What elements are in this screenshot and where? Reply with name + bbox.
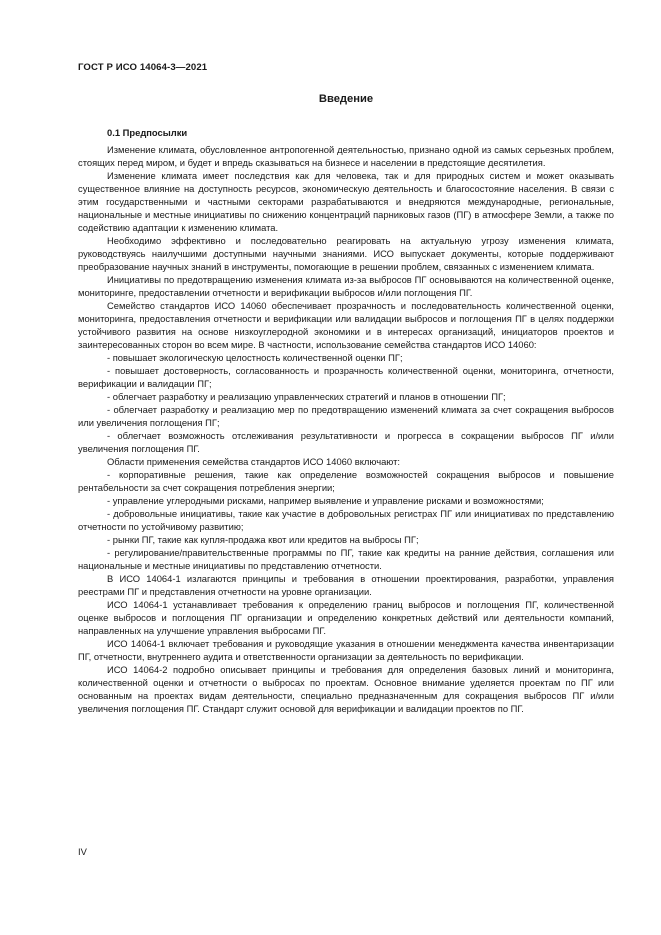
paragraph: Изменение климата, обусловленное антропогенной деятельностью, признано одной из самых серьезных проблем, стоящих перед миром, и будет и впредь сказываться на бизнесе и населении в предстоящие десятилетия. (78, 144, 614, 168)
document-header: ГОСТ Р ИСО 14064-3—2021 (78, 62, 208, 73)
paragraph: Изменение климата имеет последствия как для человека, так и для природных систем и может оказывать существенное влияние на доступность ресурсов, экономическую деятельность и благосостояние населения. В связи с этим государственными и частными секторами разрабатываются и внедряются международные, региональные, национальные и местные инициативы по снижению концентраций парниковых газов (ПГ) в атмосфере Земли, а также по содействию адаптации к изменению климата. (78, 170, 614, 233)
page-number: IV (78, 846, 87, 857)
paragraph: ИСО 14064-2 подробно описывает принципы и требования для определения базовых линий и мониторинга, количественной оценки и отчетности о выбросах по проектам. Основное внимание уделяется проектам по ПГ или основанным на проектах видам деятельности, специально предназначенным для сокращения выбросов ПГ и/или увеличения поглощения ПГ. Стандарт служит основой для верификации и валидации проектов по ПГ. (78, 664, 614, 714)
list-item: - повышает достоверность, согласованность и прозрачность количественной оценки, мониторинга, отчетности, верификации и валидации ПГ; (78, 365, 614, 389)
paragraph: Необходимо эффективно и последовательно реагировать на актуальную угрозу изменения климата, руководствуясь наилучшими доступными научными знаниями. ИСО выпускает документы, которые поддерживают преобразование научных знаний в инструменты, помогающие в решении проблем, связанных с изменением климата. (78, 235, 614, 272)
paragraph: Инициативы по предотвращению изменения климата из-за выбросов ПГ основываются на количественной оценке, мониторинге, предоставлении отчетности и верификации выбросов и/или поглощения ПГ. (78, 274, 614, 298)
paragraph: ИСО 14064-1 включает требования и руководящие указания в отношении менеджмента качества инвентаризации ПГ, отчетности, внутреннего аудита и ответственности организации за деятельность по верификации. (78, 638, 614, 662)
list-item: - корпоративные решения, такие как определение возможностей сокращения выбросов и повышение рентабельности за счет сокращения потребления энергии; (78, 469, 614, 493)
list-item: - рынки ПГ, такие как купля-продажа квот или кредитов на выбросы ПГ; (107, 534, 419, 545)
paragraph: Области применения семейства стандартов ИСО 14060 включают: (107, 456, 401, 467)
list-item: - повышает экологическую целостность количественной оценки ПГ; (107, 352, 403, 363)
paragraph: ИСО 14064-1 устанавливает требования к определению границ выбросов и поглощения ПГ, количественной оценке выбросов и поглощения ПГ организации и определению конкретных действий или деятельности компаний, направленных на улучшение управления выбросами ПГ. (78, 599, 614, 636)
list-item: - добровольные инициативы, такие как участие в добровольных регистрах ПГ или инициативах по представлению отчетности по устойчивому развитию; (78, 508, 614, 532)
list-item: - облегчает разработку и реализацию управленческих стратегий и планов в отношении ПГ; (107, 391, 506, 402)
body-text (78, 143, 614, 715)
paragraph: Семейство стандартов ИСО 14060 обеспечивает прозрачность и последовательность количественной оценки, мониторинга, предоставления отчетности и верификации или валидации выбросов и поглощения ПГ в целях поддержки устойчивого развития на основе низкоуглеродной экономики и в интересах организаций, инициаторов проектов и заинтересованных сторон во всем мире. В частности, использование семейства стандартов ИСО 14060: (78, 300, 614, 350)
list-item: - управление углеродными рисками, например выявление и управление рисками и возможностями; (107, 495, 544, 506)
paragraph: В ИСО 14064-1 излагаются принципы и требования в отношении проектирования, разработки, управления реестрами ПГ и представления отчетности на уровне организации. (78, 573, 614, 597)
list-item: - регулирование/правительственные программы по ПГ, такие как кредиты на ранние действия, соглашения или национальные и местные инициативы по представлению отчетности. (78, 547, 614, 571)
list-item: - облегчает разработку и реализацию мер по предотвращению изменений климата за счет сокращения выбросов или увеличения поглощения ПГ; (78, 404, 614, 428)
section-title: Введение (318, 93, 374, 105)
subsection-title: 0.1 Предпосылки (107, 127, 188, 138)
list-item: - облегчает возможность отслеживания результативности и прогресса в сокращении выбросов ПГ и/или увеличения поглощения ПГ. (78, 430, 614, 454)
